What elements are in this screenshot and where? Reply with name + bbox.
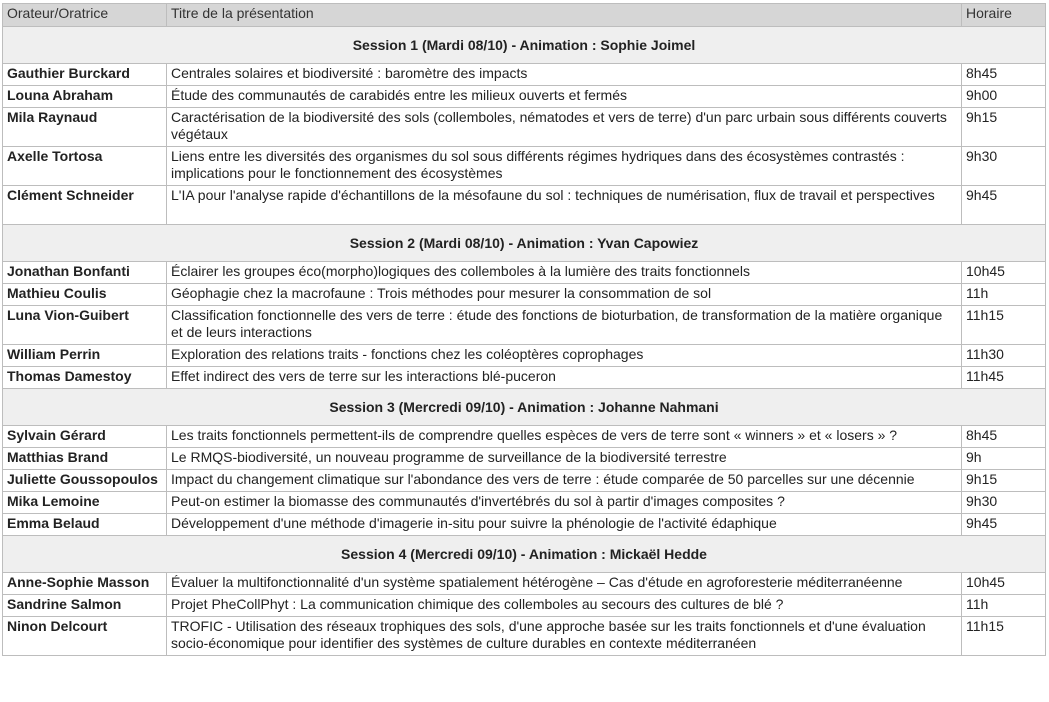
title-cell[interactable]: Centrales solaires et biodiversité : baromètre des impacts xyxy=(167,64,962,86)
table-row xyxy=(3,617,1046,656)
time-cell[interactable]: 9h15 xyxy=(962,470,1046,492)
time-cell[interactable]: 11h xyxy=(962,284,1046,306)
session-title[interactable]: Session 2 (Mardi 08/10) - Animation : Yvan Capowiez xyxy=(3,225,1046,262)
speaker-cell[interactable]: Matthias Brand xyxy=(3,448,167,470)
time-cell[interactable]: 9h30 xyxy=(962,492,1046,514)
time-cell[interactable]: 10h45 xyxy=(962,573,1046,595)
time-cell[interactable]: 9h45 xyxy=(962,186,1046,225)
table-row xyxy=(3,186,1046,225)
speaker-cell[interactable]: Ninon Delcourt xyxy=(3,617,167,656)
title-cell[interactable]: Liens entre les diversités des organismes du sol sous différents régimes hydriques dans des écosystèmes contrastés : implications pour le fonctionnement des écosystèmes xyxy=(167,147,962,186)
time-cell[interactable]: 9h00 xyxy=(962,86,1046,108)
time-cell[interactable]: 11h45 xyxy=(962,367,1046,389)
time-cell[interactable]: 11h xyxy=(962,595,1046,617)
title-cell[interactable]: Étude des communautés de carabidés entre les milieux ouverts et fermés xyxy=(167,86,962,108)
header-speaker[interactable]: Orateur/Oratrice xyxy=(3,4,167,27)
speaker-cell[interactable]: Sandrine Salmon xyxy=(3,595,167,617)
session-header-row xyxy=(3,225,1046,262)
title-cell[interactable]: Classification fonctionnelle des vers de terre : étude des fonctions de bioturbation, de transformation de la matière organique et de leurs interactions xyxy=(167,306,962,345)
table-row xyxy=(3,514,1046,536)
title-cell[interactable]: TROFIC - Utilisation des réseaux trophiques des sols, d'une approche basée sur les traits fonctionnels et d'une évaluation socio-économique pour identifier des systèmes de culture durables en contexte méditerranéen xyxy=(167,617,962,656)
table-row xyxy=(3,470,1046,492)
speaker-cell[interactable]: Louna Abraham xyxy=(3,86,167,108)
title-cell[interactable]: Exploration des relations traits - fonctions chez les coléoptères coprophages xyxy=(167,345,962,367)
title-cell[interactable]: Effet indirect des vers de terre sur les interactions blé-puceron xyxy=(167,367,962,389)
table-row xyxy=(3,367,1046,389)
table-row xyxy=(3,262,1046,284)
table-row xyxy=(3,86,1046,108)
time-cell[interactable]: 11h15 xyxy=(962,306,1046,345)
time-cell[interactable]: 11h30 xyxy=(962,345,1046,367)
speaker-cell[interactable]: Luna Vion-Guibert xyxy=(3,306,167,345)
table-row xyxy=(3,284,1046,306)
table-row xyxy=(3,147,1046,186)
title-cell[interactable]: Développement d'une méthode d'imagerie in-situ pour suivre la phénologie de l'activité édaphique xyxy=(167,514,962,536)
session-title[interactable]: Session 1 (Mardi 08/10) - Animation : Sophie Joimel xyxy=(3,27,1046,64)
speaker-cell[interactable]: Thomas Damestoy xyxy=(3,367,167,389)
speaker-cell[interactable]: Anne-Sophie Masson xyxy=(3,573,167,595)
time-cell[interactable]: 9h xyxy=(962,448,1046,470)
session-title[interactable]: Session 4 (Mercredi 09/10) - Animation : Mickaël Hedde xyxy=(3,536,1046,573)
time-cell[interactable]: 8h45 xyxy=(962,426,1046,448)
title-cell[interactable]: Évaluer la multifonctionnalité d'un système spatialement hétérogène – Cas d'étude en agroforesterie méditerranéenne xyxy=(167,573,962,595)
table-row xyxy=(3,345,1046,367)
session-title[interactable]: Session 3 (Mercredi 09/10) - Animation : Johanne Nahmani xyxy=(3,389,1046,426)
table-row xyxy=(3,426,1046,448)
speaker-cell[interactable]: Mila Raynaud xyxy=(3,108,167,147)
title-cell[interactable]: L'IA pour l'analyse rapide d'échantillons de la mésofaune du sol : techniques de numérisation, flux de travail et perspectives xyxy=(167,186,962,225)
title-cell[interactable]: Éclairer les groupes éco(morpho)logiques des collemboles à la lumière des traits fonctionnels xyxy=(167,262,962,284)
session-header-row xyxy=(3,27,1046,64)
header-row xyxy=(3,4,1046,27)
table-row xyxy=(3,573,1046,595)
speaker-cell[interactable]: Mathieu Coulis xyxy=(3,284,167,306)
title-cell[interactable]: Le RMQS-biodiversité, un nouveau programme de surveillance de la biodiversité terrestre xyxy=(167,448,962,470)
title-cell[interactable]: Impact du changement climatique sur l'abondance des vers de terre : étude comparée de 50 parcelles sur une décennie xyxy=(167,470,962,492)
speaker-cell[interactable]: Jonathan Bonfanti xyxy=(3,262,167,284)
speaker-cell[interactable]: Axelle Tortosa xyxy=(3,147,167,186)
title-cell[interactable]: Projet PheCollPhyt : La communication chimique des collemboles au secours des cultures de blé ? xyxy=(167,595,962,617)
time-cell[interactable]: 10h45 xyxy=(962,262,1046,284)
speaker-cell[interactable]: William Perrin xyxy=(3,345,167,367)
time-cell[interactable]: 9h45 xyxy=(962,514,1046,536)
session-header-row xyxy=(3,389,1046,426)
header-title[interactable]: Titre de la présentation xyxy=(167,4,962,27)
time-cell[interactable]: 9h30 xyxy=(962,147,1046,186)
header-time[interactable]: Horaire xyxy=(962,4,1046,27)
time-cell[interactable]: 11h15 xyxy=(962,617,1046,656)
speaker-cell[interactable]: Sylvain Gérard xyxy=(3,426,167,448)
session-header-row xyxy=(3,536,1046,573)
speaker-cell[interactable]: Gauthier Burckard xyxy=(3,64,167,86)
title-cell[interactable]: Caractérisation de la biodiversité des sols (collemboles, nématodes et vers de terre) d'un parc urbain sous différents couverts végétaux xyxy=(167,108,962,147)
program-table xyxy=(2,3,1046,656)
table-row xyxy=(3,64,1046,86)
time-cell[interactable]: 8h45 xyxy=(962,64,1046,86)
table-row xyxy=(3,448,1046,470)
title-cell[interactable]: Les traits fonctionnels permettent-ils de comprendre quelles espèces de vers de terre sont « winners » et « losers » ? xyxy=(167,426,962,448)
title-cell[interactable]: Peut-on estimer la biomasse des communautés d'invertébrés du sol à partir d'images composites ? xyxy=(167,492,962,514)
title-cell[interactable]: Géophagie chez la macrofaune : Trois méthodes pour mesurer la consommation de sol xyxy=(167,284,962,306)
speaker-cell[interactable]: Mika Lemoine xyxy=(3,492,167,514)
table-row xyxy=(3,306,1046,345)
table-row xyxy=(3,108,1046,147)
table-row xyxy=(3,492,1046,514)
time-cell[interactable]: 9h15 xyxy=(962,108,1046,147)
table-row xyxy=(3,595,1046,617)
program-table-body xyxy=(3,4,1046,656)
speaker-cell[interactable]: Clément Schneider xyxy=(3,186,167,225)
speaker-cell[interactable]: Juliette Goussopoulos xyxy=(3,470,167,492)
speaker-cell[interactable]: Emma Belaud xyxy=(3,514,167,536)
